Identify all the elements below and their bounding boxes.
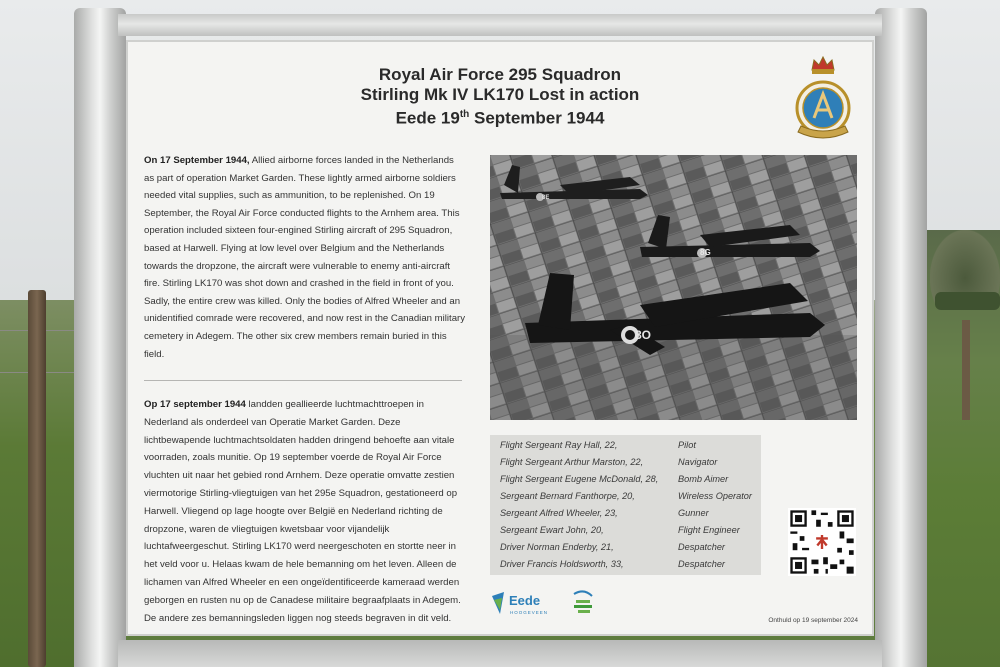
sign-pole-left	[74, 8, 126, 667]
title-line-2: Stirling Mk IV LK170 Lost in action	[360, 85, 640, 104]
qr-code-icon	[788, 508, 856, 576]
board-title	[126, 65, 874, 129]
crew-row: Flight Sergeant Eugene McDonald, 28, Bomb Aimer	[500, 474, 729, 484]
partner-logo-icon	[566, 588, 596, 620]
aircraft-code: 8G	[700, 248, 711, 257]
historic-photo-stirling-aircraft	[490, 155, 857, 420]
crew-row: Sergeant Alfred Wheeler, 23, Gunner	[500, 508, 709, 518]
crew-row: Driver Francis Holdsworth, 33, Despatcher	[500, 559, 725, 569]
dutch-paragraph: Op 17 september 1944 landden geallieerde luchtmachttroepen in Nederland als onderdeel van Operatie Market Garden. Deze lichtbewapende luchtmachtsoldaten hadden dringend behoefte aan vitale voorraden, zoals munitie. Op 19 september voerde de Royal Air Force vluchten uit naar het gebied rond Arnhem. Deze operatie omvatte zestien viermotorige Stirling-vliegtuigen van het 295e Squadron, gestationeerd op Harwell. Vliegend op lage hoogte over België en Nederland richting de dropzone, waren de vliegtuigen kwetsbaar voor vijandelijk luchtafweergeschut. Stirling LK170 werd neergeschoten en stortte neer in het veld voor u. Helaas kwam de hele bemanning om het leven. Alleen de lichamen van Alfred Wheeler en een ongeïdentificeerde kameraad werden geborgen en rusten nu op de Canadese militaire begraafplaats in Adegem. De andere zes bemanningsleden liggen nog steeds begraven in dit veld.	[144, 399, 461, 624]
eede-logo-subtext: HOOGEVEEN	[510, 610, 549, 615]
eede-logo-text: Eede	[509, 593, 541, 608]
english-paragraph: On 17 September 1944, Allied airborne forces landed in the Netherlands as part of operation Market Garden. These lightly armed airborne soldiers needed vital supplies, such as ammunition, to be replenished. On 19 September, the Royal Air Force conducted flights to the Arnhem area. This operation included sixteen four-engined Stirling aircraft of 295 Squadron, based at Harwell. Flying at low level over Belgium and the Netherlands towards the dropzone, the aircraft were vulnerable to enemy anti-aircraft fire. Stirling LK170 was shot down and crashed in the field in front of you. Sadly, the entire crew was killed. Only the bodies of Alfred Wheeler and an unidentified comrade were recovered, and now rest in the Canadian military cemetery in Adegem. The other six crew members remain buried in this field.	[144, 155, 466, 360]
title-line-3: Eede 19th September 1944	[395, 108, 605, 128]
crew-row: Sergeant Ewart John, 20, Flight Engineer	[500, 525, 740, 535]
sign-pole-right	[875, 8, 927, 667]
aircraft-code: 8E	[542, 195, 550, 201]
crew-row: Flight Sergeant Arthur Marston, 22, Navigator	[500, 457, 718, 467]
sign-frame-bottom	[118, 640, 882, 667]
unveiling-date: Onthuld op 19 september 2024	[768, 617, 858, 624]
title-line-1: Royal Air Force 295 Squadron	[378, 65, 622, 84]
fence-post	[962, 320, 970, 420]
divider	[144, 380, 462, 381]
crew-list	[490, 435, 761, 575]
crew-row: Driver Norman Enderby, 21, Despatcher	[500, 542, 725, 552]
squadron-crest-icon	[790, 52, 856, 144]
aircraft-code: 8O	[635, 328, 652, 342]
crew-row: Flight Sergeant Ray Hall, 22, Pilot	[500, 440, 696, 450]
hedge	[935, 292, 1000, 310]
sign-frame-top	[118, 14, 882, 36]
crew-row: Sergeant Bernard Fanthorpe, 20, Wireless Operator	[500, 491, 752, 501]
fence-post	[28, 290, 46, 667]
